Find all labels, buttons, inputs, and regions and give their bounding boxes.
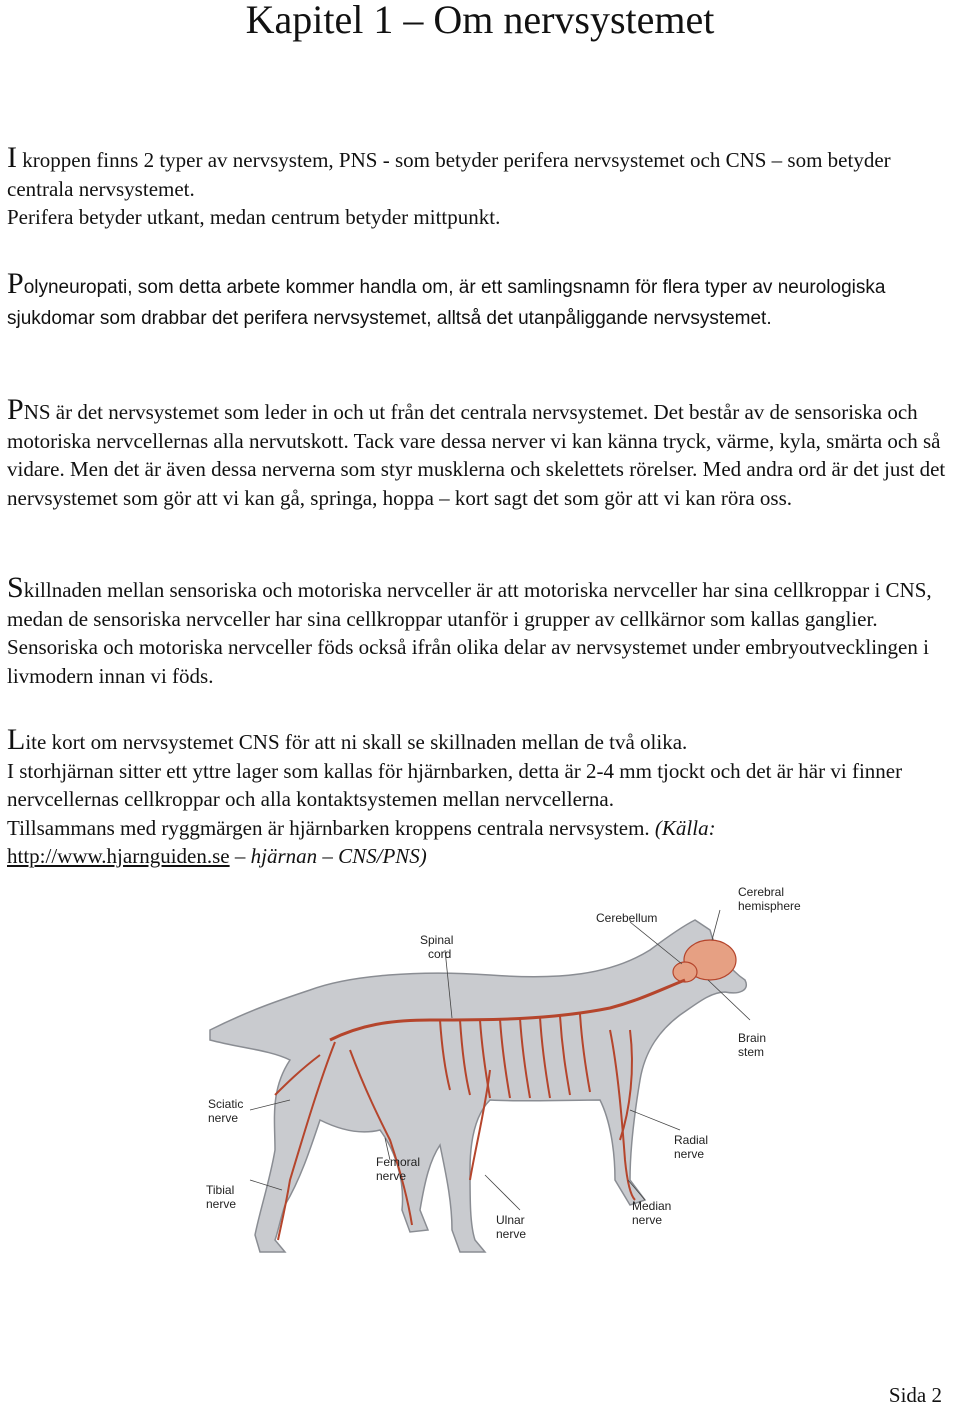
paragraph-text: olyneuropati, som detta arbete kommer handla om, är ett samlingsnamn för flera typer av neurologiska sjukdomar som drabbar det perifera nervsystemet, alltså det utanpåliggande nervsystemet. xyxy=(7,277,886,329)
page-title: Kapitel 1 – Om nervsystemet xyxy=(245,0,715,42)
page-number: Sida 2 xyxy=(888,1383,942,1407)
drop-cap: L xyxy=(7,723,26,756)
paragraph-pns xyxy=(7,393,957,512)
paragraph-cns xyxy=(7,723,957,871)
paragraph-skillnaden xyxy=(7,571,957,690)
drop-cap: P xyxy=(7,393,24,426)
paragraph-text: kroppen finns 2 typer av nervsystem, PNS - som betyder perifera nervsystemet och CNS – som betyder centrala nervsystemet. xyxy=(7,148,891,201)
brain-stem-label: Brain stem xyxy=(738,1031,767,1059)
paragraph-text: Tillsammans med ryggmärgen är hjärnbarken kroppens centrala nervsystem. xyxy=(7,815,655,840)
paragraph-text: Perifera betyder utkant, medan centrum betyder mittpunkt. xyxy=(7,205,501,229)
source-prefix: (Källa: xyxy=(654,815,716,840)
ulnar-nerve-label: Ulnar nerve xyxy=(496,1213,527,1241)
radial-nerve-label: Radial nerve xyxy=(674,1133,709,1161)
paragraph-polyneuropati xyxy=(7,267,957,333)
paragraph-text: NS är det nervsystemet som leder in och ut från det centrala nervsystemet. Det består av de sensoriska och motoriska nervcellernas alla nervutskott. Tack vare dessa nerver vi kan känna tryck, värme, kyla, smärta och så vidare. Men det är även dessa nerverna som styr musklerna och skelettets rörelser. Med andra ord är det just det nervsystemet som gör att vi kan gå, springa, hoppa – kort sagt det som gör att vi kan röra oss. xyxy=(7,400,946,510)
drop-cap: S xyxy=(7,571,24,604)
dog-illustration xyxy=(190,880,801,1280)
paragraph-text: I storhjärnan sitter ett yttre lager som kallas för hjärnbarken, detta är 2-4 mm tjockt och det är här vi finner nervcellernas cellkroppar och alla kontaktsystemen mellan nervcellerna. xyxy=(7,758,903,811)
source-link[interactable]: http://www.hjarnguiden.se xyxy=(7,844,230,868)
dog-nervous-system-illustration xyxy=(190,880,801,1280)
paragraph-intro xyxy=(7,141,957,232)
drop-cap: I xyxy=(7,141,17,174)
tibial-nerve-label: Tibial nerve xyxy=(206,1183,237,1211)
femoral-nerve-label: Femoral nerve xyxy=(376,1155,421,1183)
cerebellum-label: Cerebellum xyxy=(596,911,658,925)
source-suffix: – hjärnan – CNS/PNS) xyxy=(229,844,427,868)
median-nerve-label: Median nerve xyxy=(632,1199,672,1227)
paragraph-text: killnaden mellan sensoriska och motoriska nervceller är att motoriska nervceller har sina cellkroppar i CNS, medan de sensoriska nervceller har sina cellkroppar utanför i grupper av cellkärnor som kallas ganglier. Sensoriska och motoriska nervceller föds också ifrån olika delar av nervsystemet under embryoutvecklingen i livmodern innan vi föds. xyxy=(7,578,932,688)
cerebral-hemisphere-label: Cerebral hemisphere xyxy=(738,885,801,913)
spinal-cord-label: Spinal cord xyxy=(420,933,454,961)
drop-cap: P xyxy=(7,267,24,300)
paragraph-text: ite kort om nervsystemet CNS för att ni skall se skillnaden mellan de två olika. xyxy=(25,730,688,754)
sciatic-nerve-label: Sciatic nerve xyxy=(208,1097,244,1125)
cerebellum-icon xyxy=(673,962,697,982)
